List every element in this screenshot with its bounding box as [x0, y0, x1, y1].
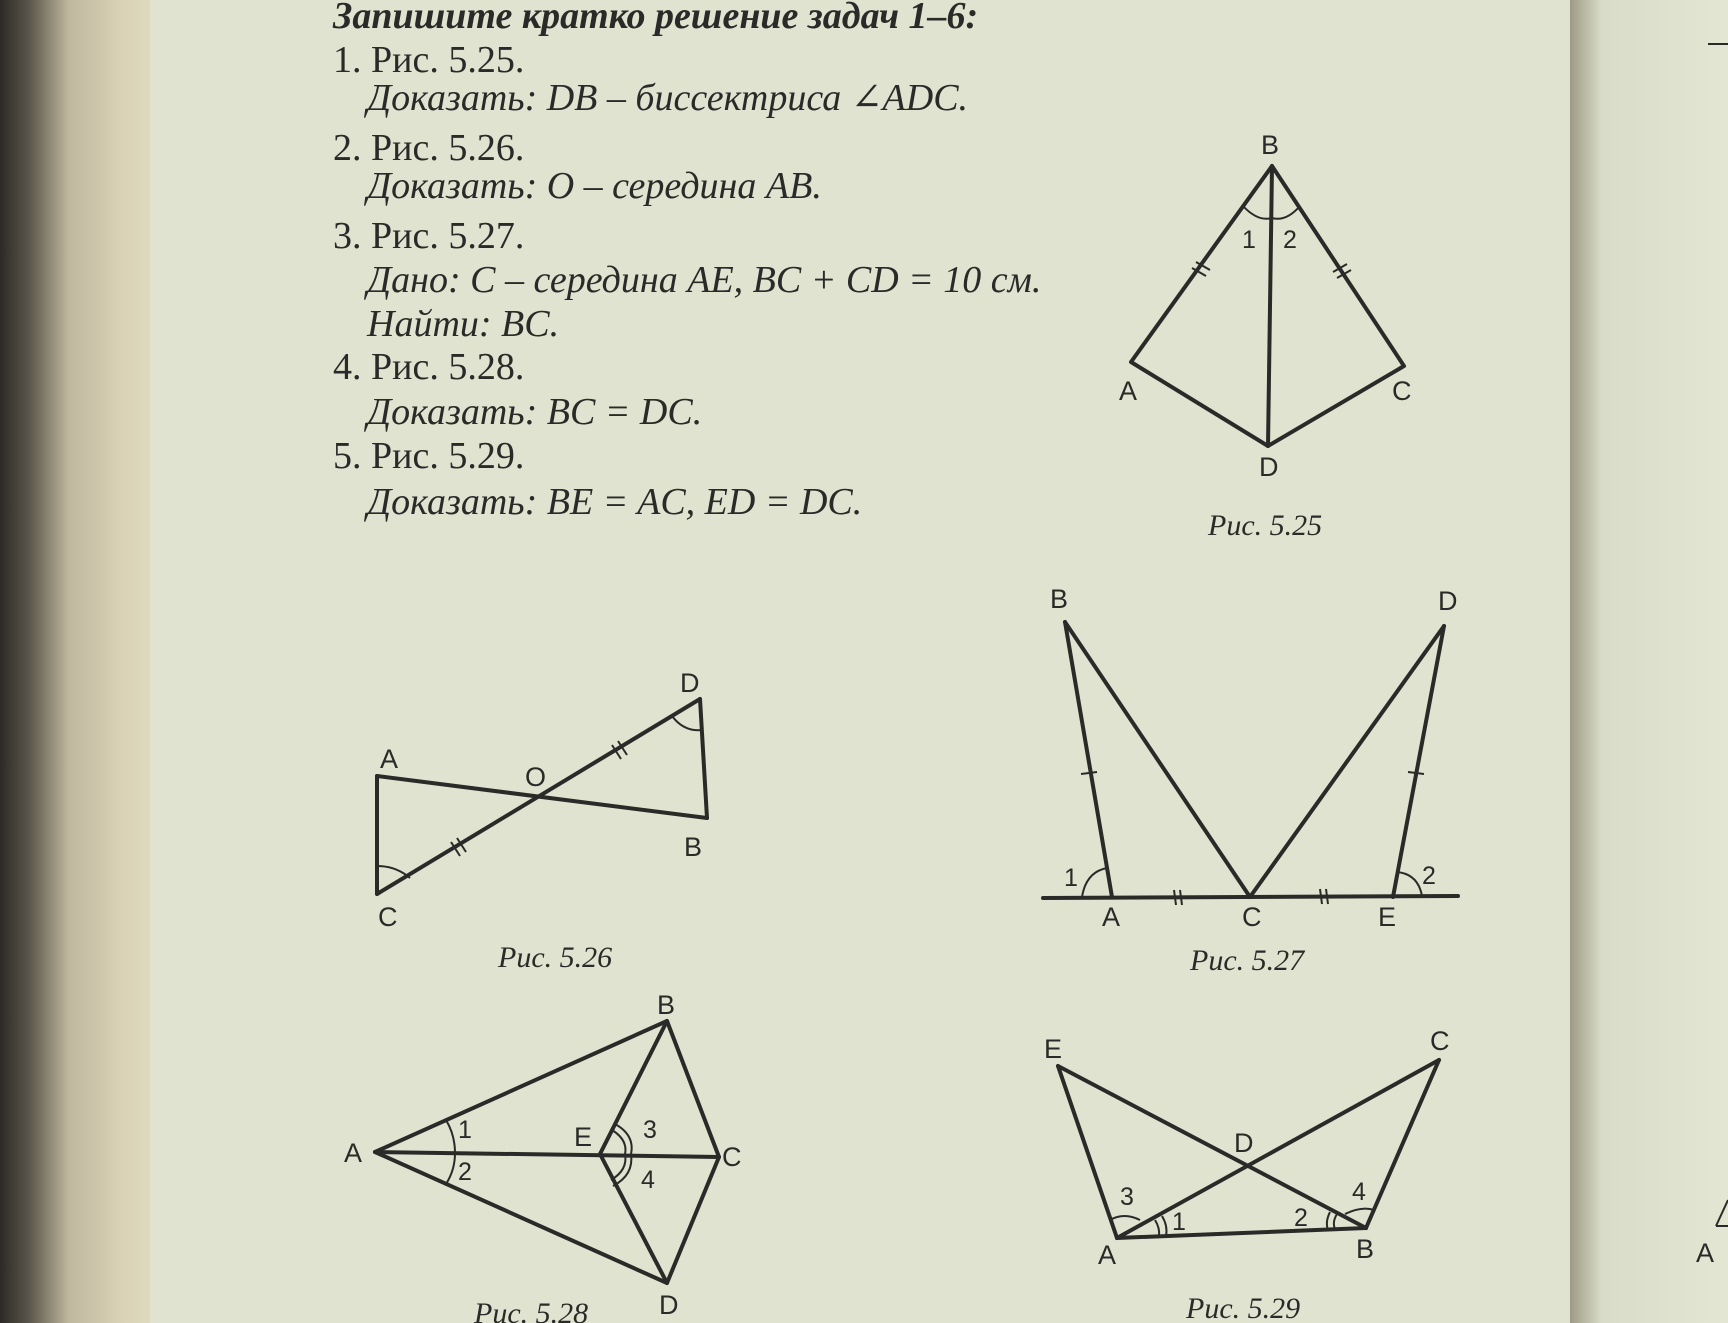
angle-arc-1	[1243, 206, 1272, 219]
point-label-e: E	[1378, 902, 1397, 932]
caption-5-29: Рис. 5.29	[1186, 1292, 1301, 1323]
angle-label-1: 1	[458, 1116, 472, 1144]
task-3-find: Найти: BC.	[367, 303, 560, 345]
point-label-c: C	[1392, 376, 1412, 406]
angle-arc-4	[1345, 1209, 1374, 1214]
angle-label-1: 1	[1172, 1208, 1186, 1236]
caption-5-26: Рис. 5.26	[498, 941, 613, 974]
figure-5-27	[1043, 584, 1458, 977]
next-page-fragment	[1696, 44, 1728, 1268]
tick-ba	[1081, 772, 1097, 774]
point-label-c: C	[378, 902, 398, 932]
angle-label-4: 4	[1352, 1178, 1366, 1206]
tick-ce-2	[1326, 889, 1328, 904]
figure-5-29	[1044, 1026, 1450, 1323]
point-label-a: A	[1102, 902, 1121, 932]
segment-ac	[1117, 1060, 1439, 1238]
caption-5-27: Рис. 5.27	[1190, 944, 1305, 977]
angle-label-3: 3	[643, 1116, 657, 1144]
angle-arc-3a	[615, 1124, 632, 1154]
task-1: 1. Рис. 5.25.	[333, 39, 525, 81]
figure-5-25	[1119, 130, 1412, 542]
tick-ac-2	[1180, 890, 1182, 905]
angle-label-1: 1	[1242, 226, 1256, 254]
tick-de	[1408, 772, 1424, 774]
point-label-e: E	[1044, 1034, 1063, 1064]
point-label-e: E	[574, 1122, 593, 1152]
point-label-b: B	[657, 990, 676, 1020]
tick-ac-1	[1174, 890, 1176, 905]
segment-ed	[600, 1154, 667, 1283]
segment-bc	[1366, 1060, 1439, 1228]
task-heading: Запишите кратко решение задач 1–6:	[333, 0, 979, 37]
task-3: 3. Рис. 5.27.	[333, 215, 525, 257]
segment-de	[1393, 626, 1444, 897]
angle-label-2: 2	[1294, 1204, 1308, 1232]
angle-arc-1	[1082, 868, 1107, 897]
segment-ba	[1065, 622, 1112, 897]
tick-ce-1	[1320, 889, 1322, 904]
point-label-c: C	[1242, 902, 1262, 932]
angle-arc-2	[1397, 872, 1422, 896]
point-label-a: A	[1098, 1240, 1117, 1270]
task-3-given: Дано: C – середина AE, BC + CD = 10 см.	[367, 259, 1042, 301]
point-label-d: D	[1438, 586, 1458, 616]
angle-arc-3b	[612, 1130, 625, 1154]
task-5-statement: Доказать: BE = AC, ED = DC.	[367, 481, 863, 523]
point-label-c: C	[722, 1142, 742, 1172]
angle-label-1: 1	[1064, 864, 1078, 892]
angle-arc-1	[446, 1120, 455, 1153]
point-label-a: A	[1119, 376, 1138, 406]
point-label-d: D	[680, 668, 700, 698]
angle-label-2: 2	[1422, 862, 1436, 890]
figure-5-26	[377, 668, 707, 974]
task-2: 2. Рис. 5.26.	[333, 127, 525, 169]
point-label-b: B	[1050, 584, 1069, 614]
angle-arc-1b	[1162, 1216, 1167, 1236]
point-label-o: O	[525, 762, 547, 792]
segment-bd	[1268, 166, 1272, 446]
task-5: 5. Рис. 5.29.	[333, 435, 525, 477]
segment-db	[700, 699, 707, 818]
angle-arc-2	[446, 1153, 455, 1184]
angle-label-3: 3	[1120, 1183, 1134, 1211]
angle-arc-2a	[1327, 1212, 1330, 1230]
segment-ac	[375, 1152, 719, 1157]
angle-arc-3	[1110, 1216, 1140, 1220]
angle-label-2: 2	[458, 1158, 472, 1186]
caption-5-28: Рис. 5.28	[474, 1297, 589, 1323]
next-page-line	[1716, 1200, 1728, 1226]
task-4: 4. Рис. 5.28.	[333, 346, 525, 388]
point-label-a: A	[380, 744, 399, 774]
point-label-c: C	[1430, 1026, 1450, 1056]
angle-label-4: 4	[641, 1166, 655, 1194]
task-4-statement: Доказать: BC = DC.	[367, 391, 703, 433]
angle-arc-d	[672, 716, 702, 730]
next-page-label-a: A	[1696, 1238, 1715, 1268]
angle-label-2: 2	[1283, 226, 1297, 254]
point-label-b: B	[1356, 1234, 1375, 1264]
point-label-d: D	[1259, 452, 1279, 482]
angle-arc-2b	[1334, 1214, 1337, 1229]
caption-5-25: Рис. 5.25	[1208, 509, 1323, 542]
task-1-statement: Доказать: DB – биссектриса ∠ADC.	[367, 77, 969, 119]
segment-bc	[1065, 622, 1250, 897]
segment-cd	[377, 699, 703, 894]
point-label-a: A	[344, 1138, 363, 1168]
segment-be	[600, 1021, 667, 1154]
angle-arc-1a	[1155, 1220, 1159, 1236]
figure-5-28	[344, 990, 742, 1323]
point-label-d: D	[1234, 1128, 1254, 1158]
point-label-b: B	[1261, 130, 1280, 160]
point-label-b: B	[684, 832, 703, 862]
task-2-statement: Доказать: O – середина AB.	[367, 165, 822, 207]
point-label-d: D	[659, 1290, 679, 1320]
segment-dc	[1250, 626, 1444, 897]
angle-arc-2	[1272, 206, 1300, 219]
